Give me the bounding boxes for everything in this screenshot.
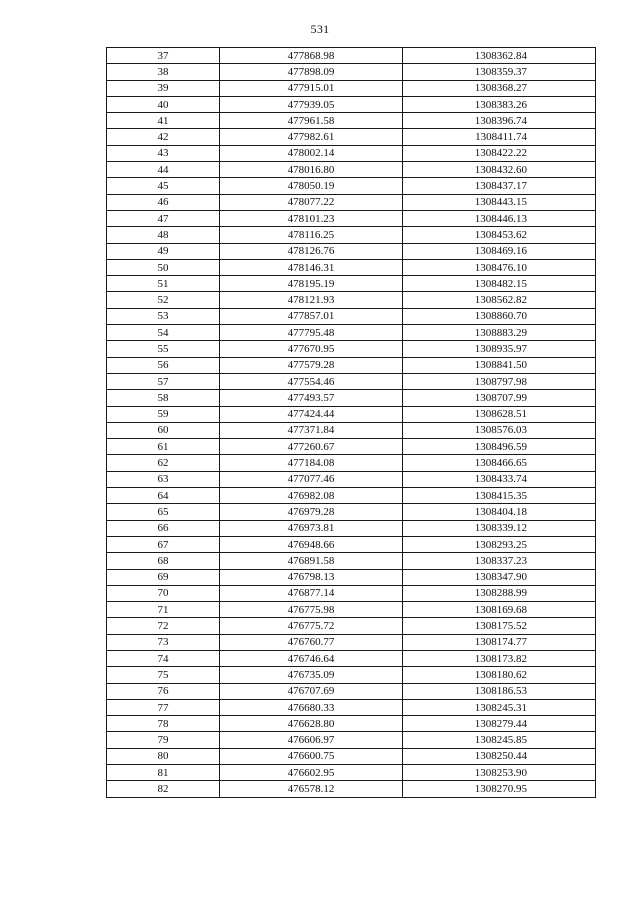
x-coordinate-cell: 478121.93 [220,292,403,308]
table-row [107,732,596,748]
x-coordinate-cell: 476578.12 [220,781,403,797]
y-coordinate-cell: 1308337.23 [403,553,596,569]
point-number-cell: 60 [107,422,220,438]
point-number-cell: 76 [107,683,220,699]
table-row [107,390,596,406]
point-number-cell: 58 [107,390,220,406]
table-row [107,80,596,96]
table-row [107,162,596,178]
point-number-cell: 40 [107,96,220,112]
x-coordinate-cell: 477554.46 [220,373,403,389]
x-coordinate-cell: 478146.31 [220,259,403,275]
table-row [107,210,596,226]
x-coordinate-cell: 477493.57 [220,390,403,406]
x-coordinate-cell: 476606.97 [220,732,403,748]
y-coordinate-cell: 1308707.99 [403,390,596,406]
point-number-cell: 71 [107,602,220,618]
x-coordinate-cell: 476948.66 [220,536,403,552]
x-coordinate-cell: 477371.84 [220,422,403,438]
page-number: 531 [310,22,330,36]
table-row [107,716,596,732]
point-number-cell: 56 [107,357,220,373]
y-coordinate-cell: 1308860.70 [403,308,596,324]
y-coordinate-cell: 1308432.60 [403,162,596,178]
point-number-cell: 82 [107,781,220,797]
table-row [107,178,596,194]
y-coordinate-cell: 1308422.22 [403,145,596,161]
x-coordinate-cell: 476735.09 [220,667,403,683]
table-row [107,308,596,324]
y-coordinate-cell: 1308437.17 [403,178,596,194]
coordinates-table-body [107,48,596,798]
y-coordinate-cell: 1308469.16 [403,243,596,259]
x-coordinate-cell: 478195.19 [220,276,403,292]
point-number-cell: 64 [107,488,220,504]
point-number-cell: 47 [107,210,220,226]
x-coordinate-cell: 477184.08 [220,455,403,471]
table-row [107,618,596,634]
point-number-cell: 45 [107,178,220,194]
table-row [107,259,596,275]
table-row [107,292,596,308]
y-coordinate-cell: 1308175.52 [403,618,596,634]
y-coordinate-cell: 1308368.27 [403,80,596,96]
table-row [107,276,596,292]
point-number-cell: 79 [107,732,220,748]
y-coordinate-cell: 1308415.35 [403,488,596,504]
x-coordinate-cell: 478077.22 [220,194,403,210]
table-row [107,243,596,259]
x-coordinate-cell: 477424.44 [220,406,403,422]
table-row [107,113,596,129]
point-number-cell: 67 [107,536,220,552]
table-row [107,227,596,243]
table-row [107,683,596,699]
y-coordinate-cell: 1308180.62 [403,667,596,683]
x-coordinate-cell: 477898.09 [220,64,403,80]
y-coordinate-cell: 1308841.50 [403,357,596,373]
point-number-cell: 75 [107,667,220,683]
table-row [107,145,596,161]
table-row [107,357,596,373]
point-number-cell: 68 [107,553,220,569]
y-coordinate-cell: 1308576.03 [403,422,596,438]
y-coordinate-cell: 1308404.18 [403,504,596,520]
y-coordinate-cell: 1308482.15 [403,276,596,292]
table-row [107,585,596,601]
table-row [107,48,596,64]
y-coordinate-cell: 1308359.37 [403,64,596,80]
x-coordinate-cell: 477579.28 [220,357,403,373]
point-number-cell: 49 [107,243,220,259]
table-row [107,650,596,666]
y-coordinate-cell: 1308288.99 [403,585,596,601]
y-coordinate-cell: 1308186.53 [403,683,596,699]
x-coordinate-cell: 477795.48 [220,325,403,341]
point-number-cell: 51 [107,276,220,292]
x-coordinate-cell: 477857.01 [220,308,403,324]
x-coordinate-cell: 476982.08 [220,488,403,504]
x-coordinate-cell: 476775.72 [220,618,403,634]
x-coordinate-cell: 477077.46 [220,471,403,487]
y-coordinate-cell: 1308883.29 [403,325,596,341]
x-coordinate-cell: 477868.98 [220,48,403,64]
x-coordinate-cell: 477670.95 [220,341,403,357]
y-coordinate-cell: 1308443.15 [403,194,596,210]
point-number-cell: 69 [107,569,220,585]
point-number-cell: 78 [107,716,220,732]
y-coordinate-cell: 1308173.82 [403,650,596,666]
y-coordinate-cell: 1308169.68 [403,602,596,618]
x-coordinate-cell: 478016.80 [220,162,403,178]
y-coordinate-cell: 1308396.74 [403,113,596,129]
point-number-cell: 72 [107,618,220,634]
point-number-cell: 61 [107,439,220,455]
x-coordinate-cell: 476775.98 [220,602,403,618]
y-coordinate-cell: 1308935.97 [403,341,596,357]
x-coordinate-cell: 476760.77 [220,634,403,650]
table-row [107,341,596,357]
x-coordinate-cell: 476798.13 [220,569,403,585]
point-number-cell: 74 [107,650,220,666]
point-number-cell: 66 [107,520,220,536]
x-coordinate-cell: 476602.95 [220,765,403,781]
y-coordinate-cell: 1308496.59 [403,439,596,455]
table-row [107,748,596,764]
x-coordinate-cell: 476891.58 [220,553,403,569]
table-row [107,96,596,112]
point-number-cell: 80 [107,748,220,764]
y-coordinate-cell: 1308339.12 [403,520,596,536]
table-row [107,129,596,145]
point-number-cell: 39 [107,80,220,96]
table-row [107,520,596,536]
y-coordinate-cell: 1308293.25 [403,536,596,552]
x-coordinate-cell: 477915.01 [220,80,403,96]
table-row [107,406,596,422]
table-row [107,634,596,650]
point-number-cell: 53 [107,308,220,324]
y-coordinate-cell: 1308347.90 [403,569,596,585]
x-coordinate-cell: 478116.25 [220,227,403,243]
point-number-cell: 42 [107,129,220,145]
y-coordinate-cell: 1308250.44 [403,748,596,764]
point-number-cell: 63 [107,471,220,487]
x-coordinate-cell: 476628.80 [220,716,403,732]
x-coordinate-cell: 478126.76 [220,243,403,259]
point-number-cell: 46 [107,194,220,210]
table-row [107,553,596,569]
table-row [107,536,596,552]
x-coordinate-cell: 477939.05 [220,96,403,112]
point-number-cell: 41 [107,113,220,129]
x-coordinate-cell: 477260.67 [220,439,403,455]
table-row [107,64,596,80]
table-row [107,422,596,438]
x-coordinate-cell: 476973.81 [220,520,403,536]
x-coordinate-cell: 477961.58 [220,113,403,129]
x-coordinate-cell: 476680.33 [220,699,403,715]
table-row [107,699,596,715]
table-row [107,439,596,455]
table-row [107,194,596,210]
y-coordinate-cell: 1308253.90 [403,765,596,781]
point-number-cell: 65 [107,504,220,520]
point-number-cell: 38 [107,64,220,80]
table-row [107,781,596,797]
x-coordinate-cell: 476746.64 [220,650,403,666]
table-row [107,667,596,683]
point-number-cell: 54 [107,325,220,341]
point-number-cell: 59 [107,406,220,422]
y-coordinate-cell: 1308433.74 [403,471,596,487]
table-row [107,602,596,618]
point-number-cell: 37 [107,48,220,64]
table-row [107,504,596,520]
y-coordinate-cell: 1308362.84 [403,48,596,64]
point-number-cell: 70 [107,585,220,601]
y-coordinate-cell: 1308466.65 [403,455,596,471]
coordinates-table [106,47,596,798]
y-coordinate-cell: 1308562.82 [403,292,596,308]
point-number-cell: 73 [107,634,220,650]
x-coordinate-cell: 476707.69 [220,683,403,699]
y-coordinate-cell: 1308411.74 [403,129,596,145]
y-coordinate-cell: 1308628.51 [403,406,596,422]
y-coordinate-cell: 1308279.44 [403,716,596,732]
table-row [107,471,596,487]
y-coordinate-cell: 1308453.62 [403,227,596,243]
y-coordinate-cell: 1308245.85 [403,732,596,748]
y-coordinate-cell: 1308270.95 [403,781,596,797]
table-row [107,455,596,471]
point-number-cell: 43 [107,145,220,161]
point-number-cell: 62 [107,455,220,471]
y-coordinate-cell: 1308174.77 [403,634,596,650]
table-row [107,325,596,341]
point-number-cell: 55 [107,341,220,357]
y-coordinate-cell: 1308245.31 [403,699,596,715]
point-number-cell: 52 [107,292,220,308]
y-coordinate-cell: 1308476.10 [403,259,596,275]
x-coordinate-cell: 478002.14 [220,145,403,161]
table-row [107,569,596,585]
y-coordinate-cell: 1308446.13 [403,210,596,226]
y-coordinate-cell: 1308383.26 [403,96,596,112]
point-number-cell: 77 [107,699,220,715]
y-coordinate-cell: 1308797.98 [403,373,596,389]
point-number-cell: 48 [107,227,220,243]
table-row [107,488,596,504]
x-coordinate-cell: 477982.61 [220,129,403,145]
table-row [107,765,596,781]
table-row [107,373,596,389]
point-number-cell: 44 [107,162,220,178]
x-coordinate-cell: 478101.23 [220,210,403,226]
point-number-cell: 50 [107,259,220,275]
x-coordinate-cell: 478050.19 [220,178,403,194]
x-coordinate-cell: 476979.28 [220,504,403,520]
x-coordinate-cell: 476877.14 [220,585,403,601]
point-number-cell: 57 [107,373,220,389]
point-number-cell: 81 [107,765,220,781]
x-coordinate-cell: 476600.75 [220,748,403,764]
